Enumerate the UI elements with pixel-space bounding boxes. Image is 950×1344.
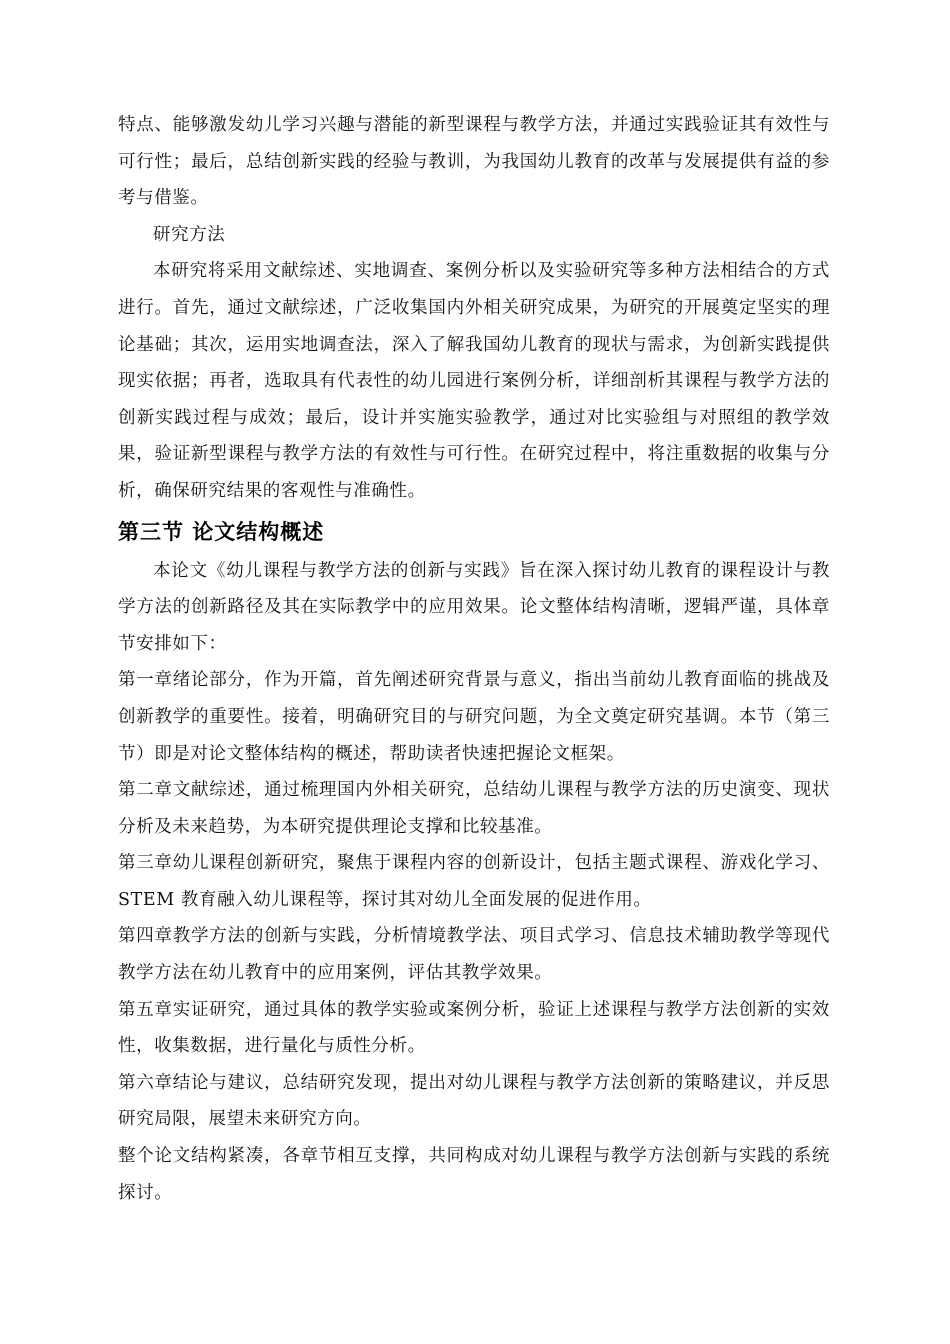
methods-subheading: 研究方法 bbox=[153, 224, 226, 245]
chapter-list bbox=[118, 662, 830, 1211]
closing-paragraph: 整个论文结构紧凑，各章节相互支撑，共同构成对幼儿课程与教学方法创新与实践的系统探讨。 bbox=[118, 1146, 830, 1203]
chapter-1-paragraph: 第一章绪论部分，作为开篇，首先阐述研究背景与意义，指出当前幼儿教育面临的挑战及创新教学的重要性。接着，明确研究目的与研究问题，为全文奠定研究基调。本节（第三节）即是对论文整体结构的概述，帮助读者快速把握论文框架。 bbox=[118, 670, 830, 764]
intro-continuation-paragraph: 特点、能够激发幼儿学习兴趣与潜能的新型课程与教学方法，并通过实践验证其有效性与可行性；最后，总结创新实践的经验与教训，为我国幼儿教育的改革与发展提供有益的参考与借鉴。 bbox=[118, 115, 830, 209]
methods-paragraph: 本研究将采用文献综述、实地调查、案例分析以及实验研究等多种方法相结合的方式进行。首先，通过文献综述，广泛收集国内外相关研究成果，为研究的开展奠定坚实的理论基础；其次，运用实地调查法，深入了解我国幼儿教育的现状与需求，为创新实践提供现实依据；再者，选取具有代表性的幼儿园进行案例分析，详细剖析其课程与教学方法的创新实践过程与成效；最后，设计并实施实验教学，通过对比实验组与对照组的教学效果，验证新型课程与教学方法的有效性与可行性。在研究过程中，将注重数据的收集与分析，确保研究结果的客观性与准确性。 bbox=[118, 261, 830, 501]
chapter-4-paragraph: 第四章教学方法的创新与实践，分析情境教学法、项目式学习、信息技术辅助教学等现代教学方法在幼儿教育中的应用案例，评估其教学效果。 bbox=[118, 926, 830, 984]
section-3-heading: 第三节 论文结构概述 bbox=[118, 519, 325, 544]
section-3-intro-paragraph: 本论文《幼儿课程与教学方法的创新与实践》旨在深入探讨幼儿教育的课程设计与教学方法的创新路径及其在实际教学中的应用效果。论文整体结构清晰，逻辑严谨，具体章节安排如下： bbox=[118, 560, 830, 654]
chapter-6-paragraph: 第六章结论与建议，总结研究发现，提出对幼儿课程与教学方法创新的策略建议，并反思研究局限，展望未来研究方向。 bbox=[118, 1072, 830, 1130]
chapter-3-paragraph: 第三章幼儿课程创新研究，聚焦于课程内容的创新设计，包括主题式课程、游戏化学习、STEM 教育融入幼儿课程等，探讨其对幼儿全面发展的促进作用。 bbox=[118, 853, 830, 910]
chapter-2-paragraph: 第二章文献综述，通过梳理国内外相关研究，总结幼儿课程与教学方法的历史演变、现状分析及未来趋势，为本研究提供理论支撑和比较基准。 bbox=[118, 780, 830, 837]
chapter-5-paragraph: 第五章实证研究，通过具体的教学实验或案例分析，验证上述课程与教学方法创新的实效性，收集数据，进行量化与质性分析。 bbox=[118, 999, 830, 1057]
document-page bbox=[118, 107, 830, 1211]
